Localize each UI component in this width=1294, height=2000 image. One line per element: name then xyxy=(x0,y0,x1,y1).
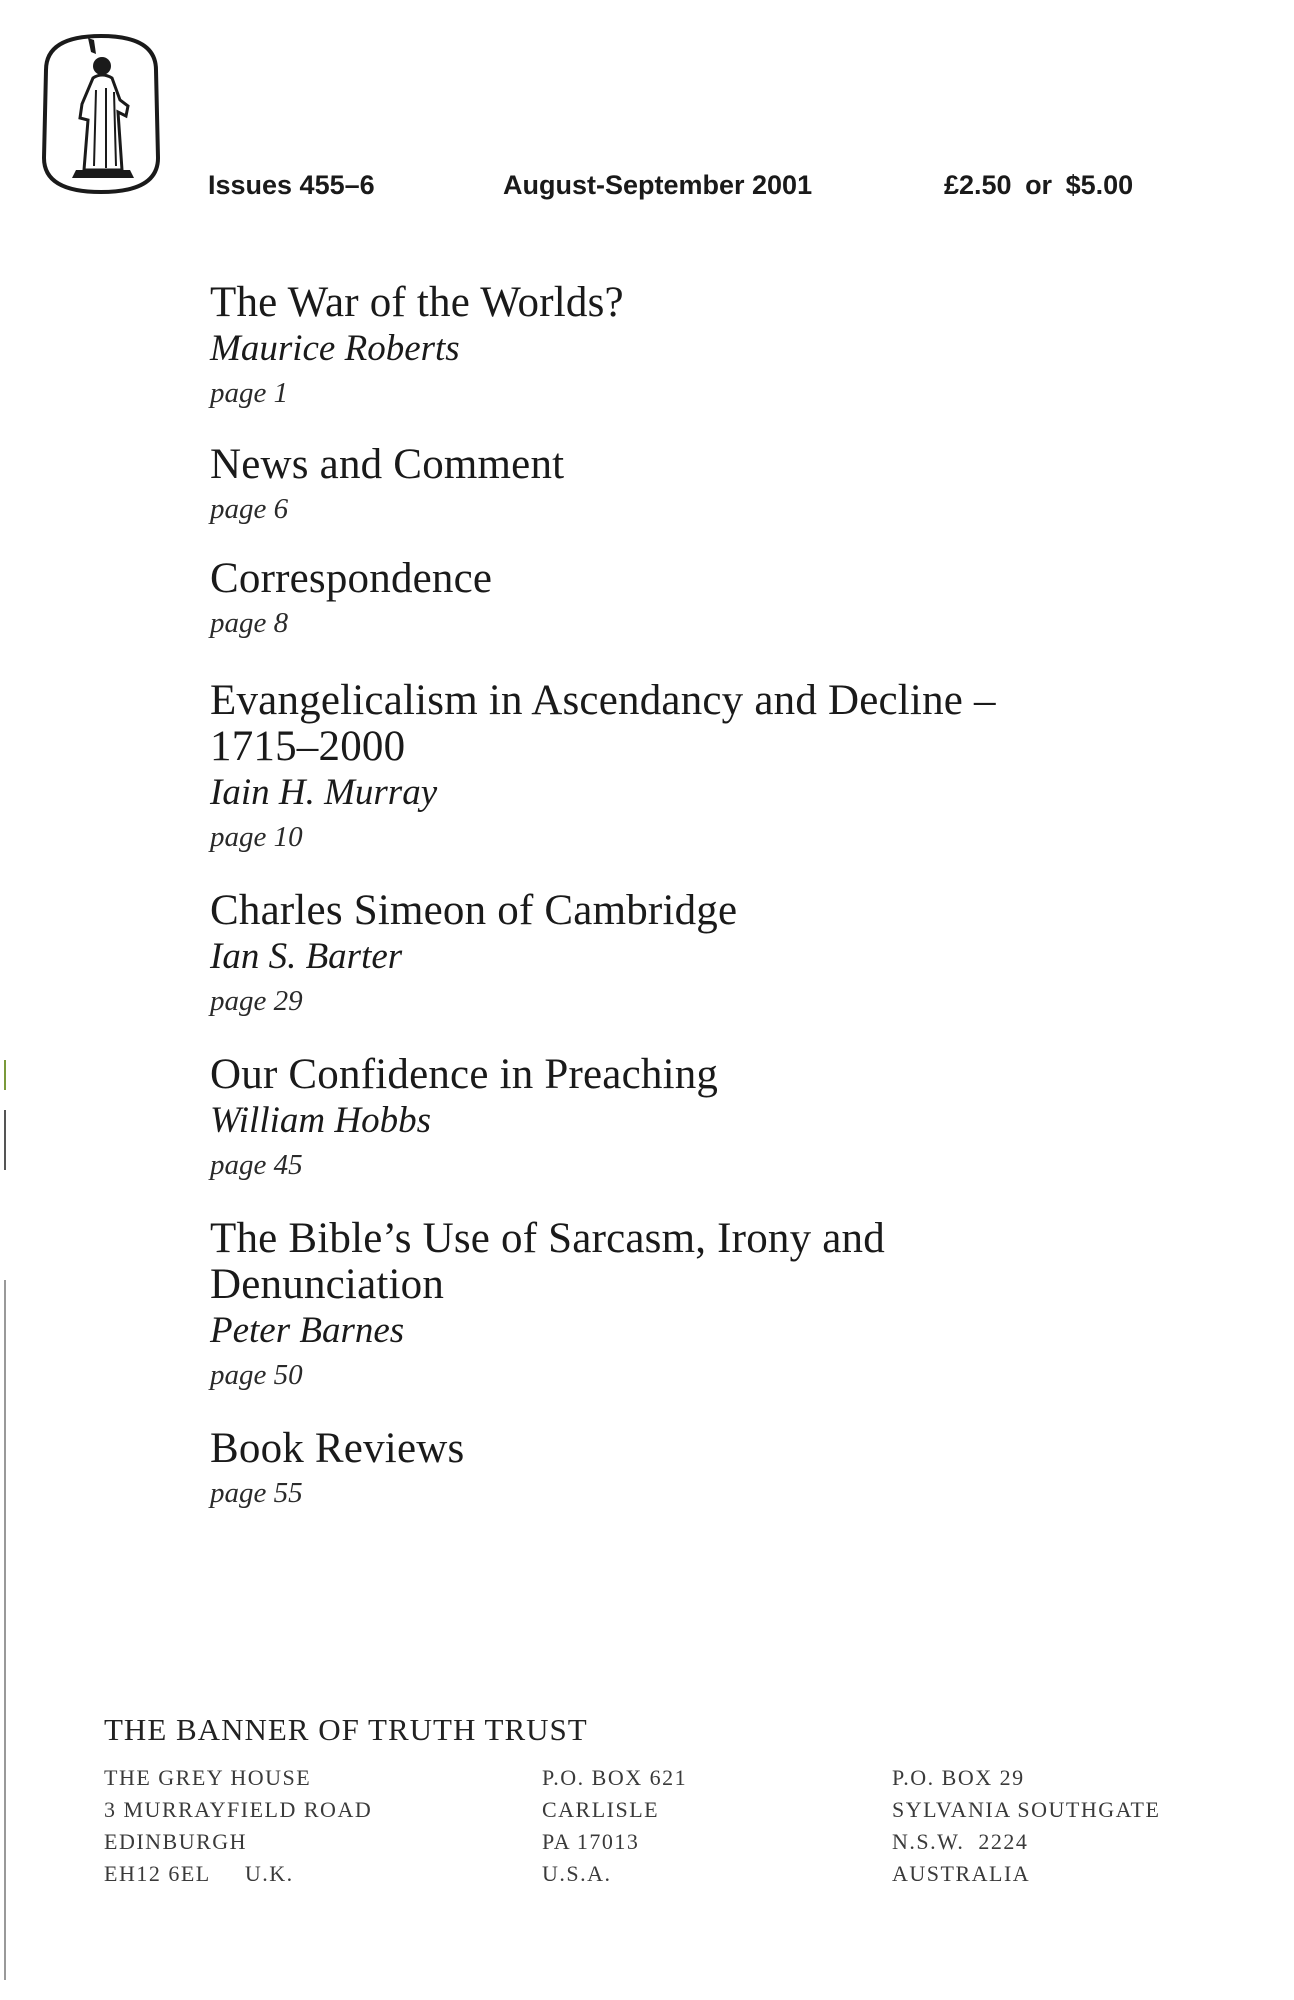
toc-entry-page: page 45 xyxy=(210,1149,303,1181)
toc-entry xyxy=(210,888,1110,1022)
toc-entry-title: 1715–2000 xyxy=(210,723,406,770)
toc-entry-title: The Bible’s Use of Sarcasm, Irony and xyxy=(210,1215,885,1262)
address-uk xyxy=(104,1762,372,1890)
toc-entry-page: page 1 xyxy=(210,377,289,409)
address-line: P.O. BOX 621 xyxy=(542,1765,688,1790)
address-usa xyxy=(542,1762,687,1890)
address-line: AUSTRALIA xyxy=(892,1861,1031,1886)
address-line: 3 MURRAYFIELD ROAD xyxy=(104,1797,373,1822)
issue-numbers: Issues 455–6 xyxy=(208,170,375,200)
toc-entry-title: Correspondence xyxy=(210,555,493,602)
toc-entry-author: William Hobbs xyxy=(210,1100,431,1141)
address-line: PA 17013 xyxy=(542,1829,640,1854)
toc-entry-title: Denunciation xyxy=(210,1261,445,1308)
publisher-block xyxy=(104,1710,1254,1902)
toc-entry-page: page 6 xyxy=(210,493,289,525)
toc-entry-title: Evangelicalism in Ascendancy and Decline – xyxy=(210,677,996,724)
toc-entry-author: Ian S. Barter xyxy=(210,936,403,977)
toc-entry-author: Maurice Roberts xyxy=(210,328,460,369)
toc-entry-title: News and Comment xyxy=(210,441,565,488)
toc-entry-page: page 8 xyxy=(210,607,289,639)
toc-entry xyxy=(210,1216,1110,1396)
address-line: N.S.W. 2224 xyxy=(892,1829,1029,1854)
address-line: EH12 6EL U.K. xyxy=(104,1861,294,1886)
address-line: CARLISLE xyxy=(542,1797,660,1822)
toc-entry-author: Peter Barnes xyxy=(210,1310,405,1351)
toc-entry-page: page 55 xyxy=(210,1477,303,1509)
toc-entry-page: page 10 xyxy=(210,821,303,853)
toc-entry-page: page 29 xyxy=(210,985,303,1017)
toc-entry-title: Our Confidence in Preaching xyxy=(210,1051,719,1098)
issue-price: £2.50 or $5.00 xyxy=(944,170,1134,200)
address-line: SYLVANIA SOUTHGATE xyxy=(892,1797,1161,1822)
address-line: U.S.A. xyxy=(542,1861,612,1886)
page-edge-mark xyxy=(4,1060,6,1090)
issue-header xyxy=(0,170,1294,210)
toc-entry-title: The War of the Worlds? xyxy=(210,279,624,326)
toc-entry-page: page 50 xyxy=(210,1359,303,1391)
toc-entry xyxy=(210,442,1110,530)
address-line: THE GREY HOUSE xyxy=(104,1765,312,1790)
address-line: P.O. BOX 29 xyxy=(892,1765,1025,1790)
toc-entry xyxy=(210,556,1110,644)
toc-entry-title: Charles Simeon of Cambridge xyxy=(210,887,738,934)
publisher-addresses xyxy=(104,1762,1254,1902)
issue-date: August-September 2001 xyxy=(503,170,813,200)
toc-entry xyxy=(210,280,1110,414)
toc-entry-author: Iain H. Murray xyxy=(210,772,438,813)
toc-entry xyxy=(210,1426,1110,1514)
toc-entry xyxy=(210,678,1110,858)
publisher-name: THE BANNER OF TRUTH TRUST xyxy=(104,1712,588,1747)
page-edge-line xyxy=(4,1280,6,1980)
table-of-contents xyxy=(210,280,1110,1514)
address-line: EDINBURGH xyxy=(104,1829,248,1854)
address-australia xyxy=(892,1762,1160,1890)
toc-entry-title: Book Reviews xyxy=(210,1425,465,1472)
page-edge-mark xyxy=(4,1110,6,1170)
toc-entry xyxy=(210,1052,1110,1186)
